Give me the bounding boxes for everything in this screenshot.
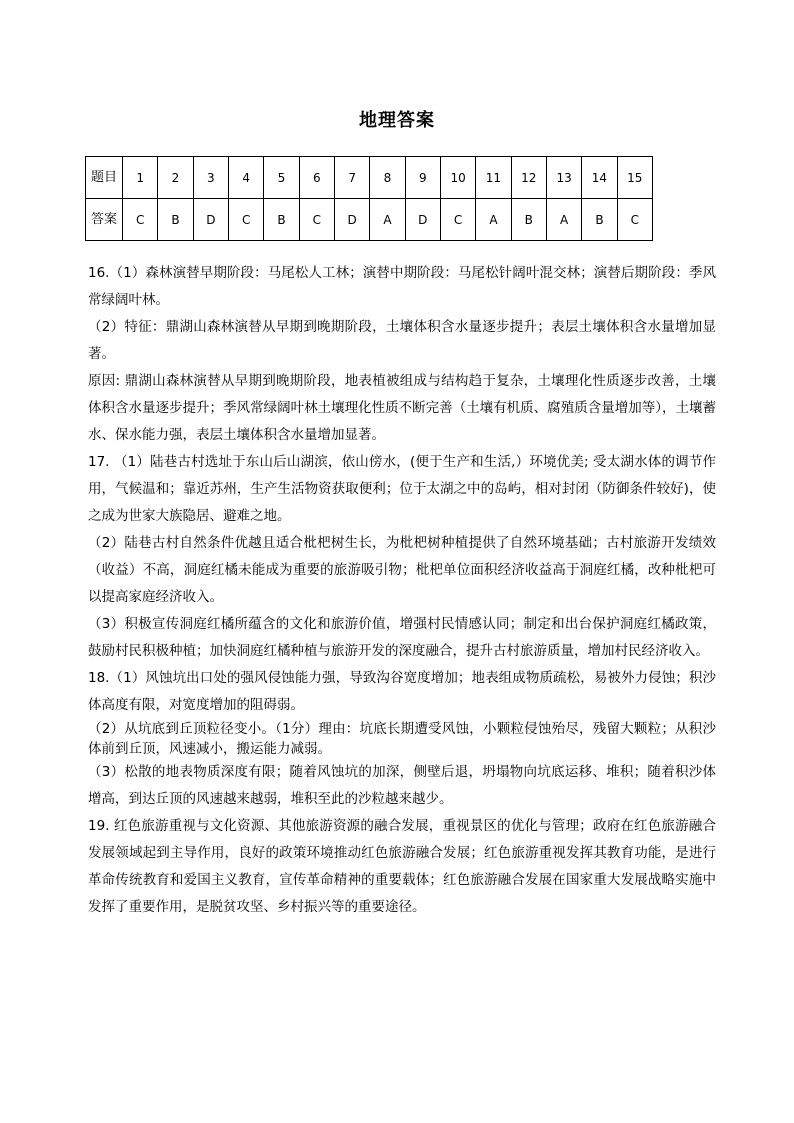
- paragraph-q17-2: （2）陆巷古村自然条件优越且适合枇杷树生长，为枇杷树种植提供了自然环境基础；古村旅游开发绩效（收益）不高，洞庭红橘未能成为重要的旅游吸引物；枇杷单位面积经济收益高于洞庭红橘，改种枇杷可以提高家庭经济收入。: [88, 535, 716, 605]
- table-cell: 5: [264, 157, 299, 199]
- table-cell: A: [370, 199, 405, 241]
- paragraph-q16-reason: 原因: 鼎湖山森林演替从早期到晚期阶段，地表植被组成与结构趋于复杂，土壤理化性质逐步改善，土壤体积含水量逐步提升；季风常绿阔叶林土壤理化性质不断完善（土壤有机质、腐殖质含量增加等），土壤蓄水、保水能力强，表层土壤体积含水量增加显著。: [88, 373, 716, 443]
- page-title: 地理答案: [359, 110, 435, 131]
- paragraph-q19: 19. 红色旅游重视与文化资源、其他旅游资源的融合发展，重视景区的优化与管理；政府在红色旅游融合发展领域起到主导作用，良好的政策环境推动红色旅游融合发展；红色旅游重视发挥其教育功能，是进行革命传统教育和爱国主义教育，宣传革命精神的重要载体；红色旅游融合发展在国家重大发展战略实施中发挥了重要作用，是脱贫攻坚、乡村振兴等的重要途径。: [88, 818, 716, 915]
- table-cell: 15: [617, 157, 652, 199]
- table-cell: 1: [123, 157, 158, 199]
- row-header-questions: 题目: [86, 157, 123, 199]
- table-cell: C: [299, 199, 334, 241]
- table-cell: D: [193, 199, 228, 241]
- table-row-answers: [86, 199, 653, 241]
- table-cell: 3: [193, 157, 228, 199]
- table-cell: 2: [158, 157, 193, 199]
- table-cell: C: [123, 199, 158, 241]
- table-cell: D: [405, 199, 440, 241]
- table-cell: 10: [440, 157, 475, 199]
- table-cell: D: [334, 199, 369, 241]
- table-cell: 8: [370, 157, 405, 199]
- table-cell: C: [228, 199, 263, 241]
- table-cell: B: [264, 199, 299, 241]
- table-cell: 7: [334, 157, 369, 199]
- paragraph-q16-1: 16.（1）森林演替早期阶段：马尾松人工林；演替中期阶段：马尾松针阔叶混交林；演替后期阶段：季风常绿阔叶林。: [88, 265, 716, 308]
- table-cell: 11: [476, 157, 511, 199]
- paragraph-q18-3: （3）松散的地表物质深度有限；随着风蚀坑的加深，侧壁后退，坍塌物向坑底运移、堆积；随着积沙体增高，到达丘顶的风速越来越弱，堆积至此的沙粒越来越少。: [88, 764, 716, 807]
- paragraph-q16-2: （2）特征：鼎湖山森林演替从早期到晚期阶段，土壤体积含水量逐步提升；表层土壤体积含水量增加显著。: [88, 319, 716, 362]
- table-cell: 4: [228, 157, 263, 199]
- table-cell: A: [546, 199, 581, 241]
- table-row-question-numbers: [86, 157, 653, 199]
- row-header-answers: 答案: [86, 199, 123, 241]
- table-cell: 13: [546, 157, 581, 199]
- table-cell: C: [440, 199, 475, 241]
- paragraph-q17-1: 17. （1）陆巷古村选址于东山后山湖滨，依山傍水，(便于生产和生活,）环境优美; 受太湖水体的调节作用，气候温和；靠近苏州，生产生活物资获取便利；位于太湖之中的岛屿，相对封闭（防御条件较好)，使之成为世家大族隐居、避难之地。: [88, 454, 716, 524]
- table-cell: 6: [299, 157, 334, 199]
- paragraph-q18-2: （2）从坑底到丘顶粒径变小。（1分）理由：坑底长期遭受风蚀，小颗粒侵蚀殆尽，残留大颗粒；从积沙体前到丘顶，风速减小，搬运能力减弱。: [88, 721, 716, 757]
- answer-table: [85, 156, 653, 241]
- table-cell: C: [617, 199, 652, 241]
- paragraph-q18-1: 18.（1）风蚀坑出口处的强风侵蚀能力强，导致沟谷宽度增加；地表组成物质疏松，易被外力侵蚀；积沙体高度有限，对宽度增加的阻碍弱。: [88, 670, 716, 713]
- table-cell: B: [511, 199, 546, 241]
- table-cell: 14: [582, 157, 617, 199]
- table-cell: B: [158, 199, 193, 241]
- table-cell: 9: [405, 157, 440, 199]
- table-cell: 12: [511, 157, 546, 199]
- paragraph-q17-3: （3）积极宣传洞庭红橘所蕴含的文化和旅游价值，增强村民情感认同；制定和出台保护洞庭红橘政策，鼓励村民积极种植；加快洞庭红橘种植与旅游开发的深度融合，提升古村旅游质量，增加村民经济收入。: [88, 616, 716, 659]
- table-cell: A: [476, 199, 511, 241]
- table-cell: B: [582, 199, 617, 241]
- answer-body: [88, 260, 716, 921]
